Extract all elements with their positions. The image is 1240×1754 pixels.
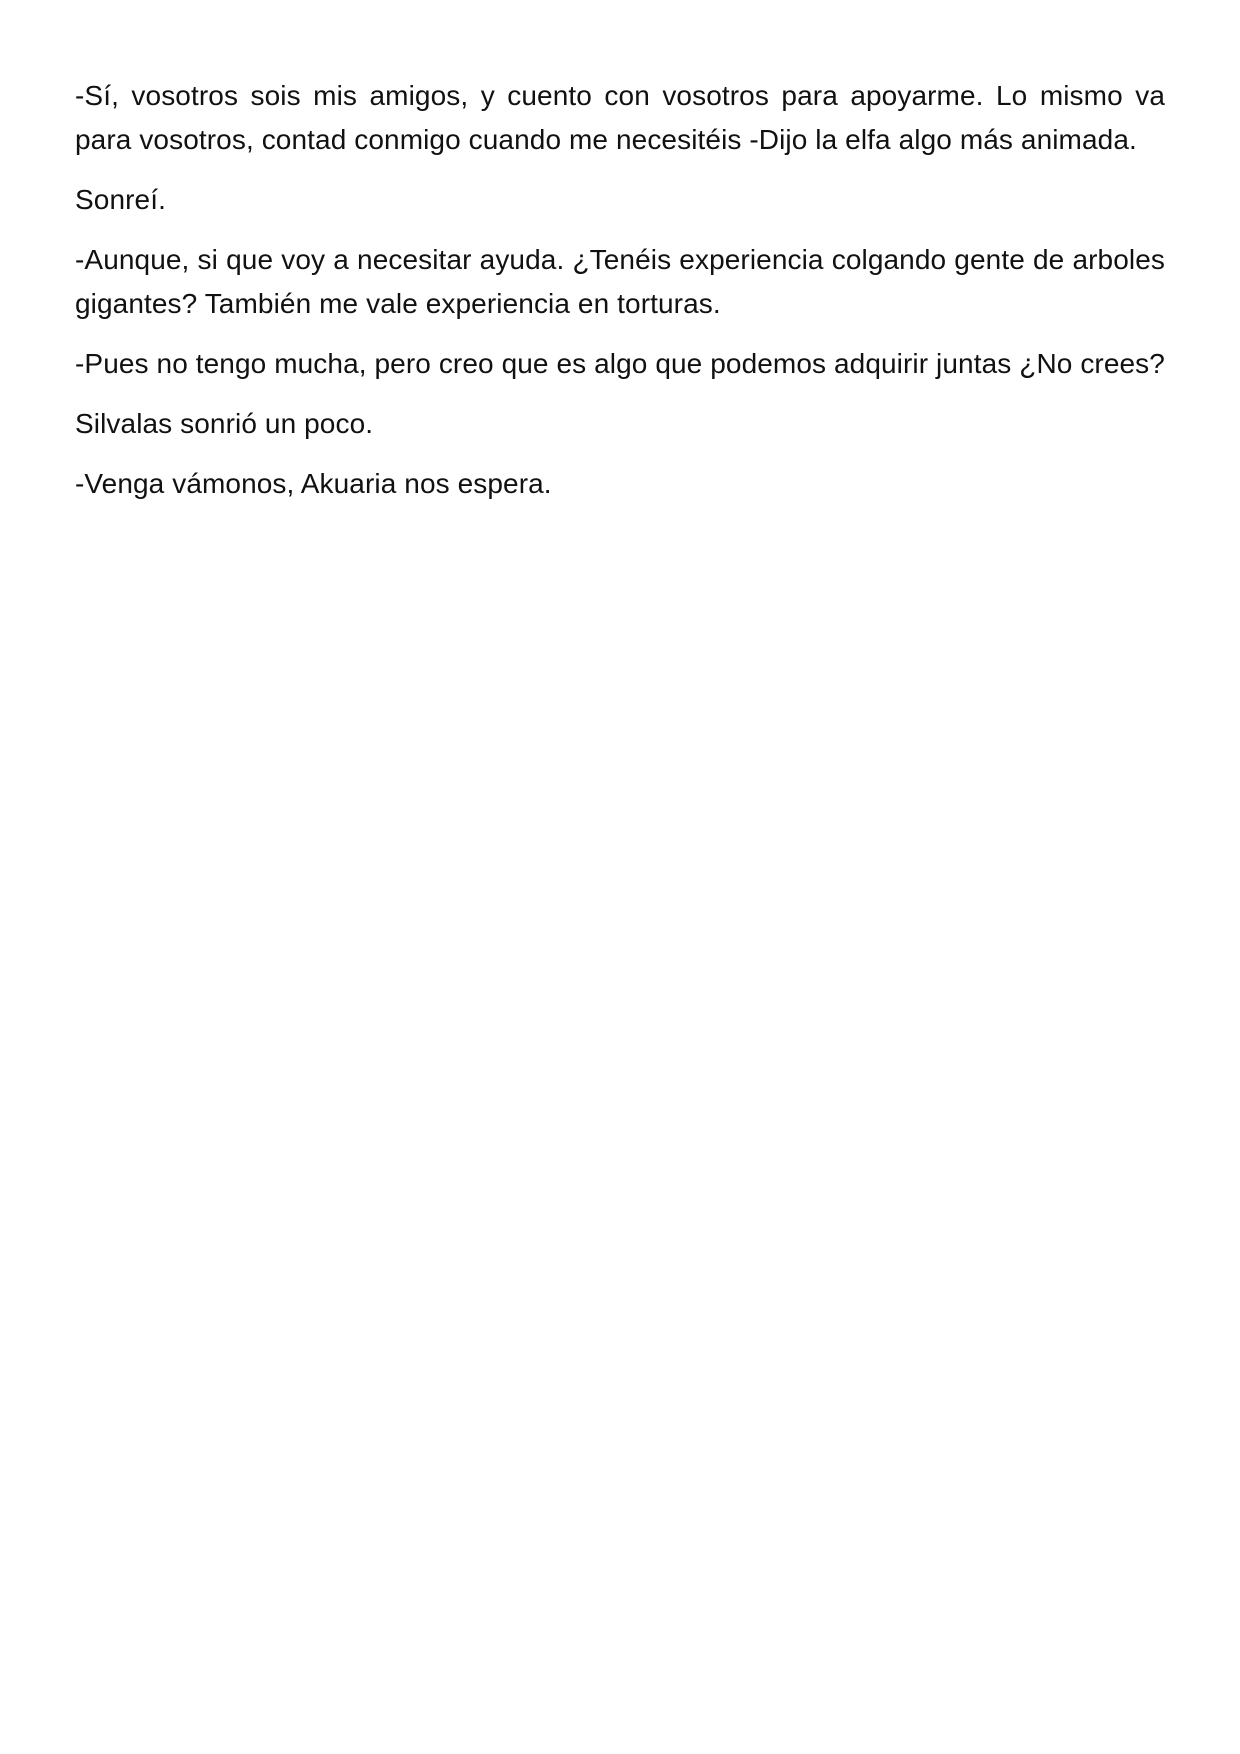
paragraph: -Pues no tengo mucha, pero creo que es algo que podemos adquirir juntas ¿No crees? (75, 348, 1165, 379)
document-body (75, 74, 1165, 506)
paragraph: -Sí, vosotros sois mis amigos, y cuento con vosotros para apoyarme. Lo mismo va para vosotros, contad conmigo cuando me necesitéis -Dijo la elfa algo más animada. (75, 80, 1165, 155)
paragraph: -Aunque, si que voy a necesitar ayuda. ¿Tenéis experiencia colgando gente de arboles gigantes? También me vale experiencia en torturas. (75, 244, 1165, 319)
paragraph: Silvalas sonrió un poco. (75, 408, 374, 439)
paragraph: -Venga vámonos, Akuaria nos espera. (75, 468, 552, 499)
paragraph: Sonreí. (75, 184, 166, 215)
